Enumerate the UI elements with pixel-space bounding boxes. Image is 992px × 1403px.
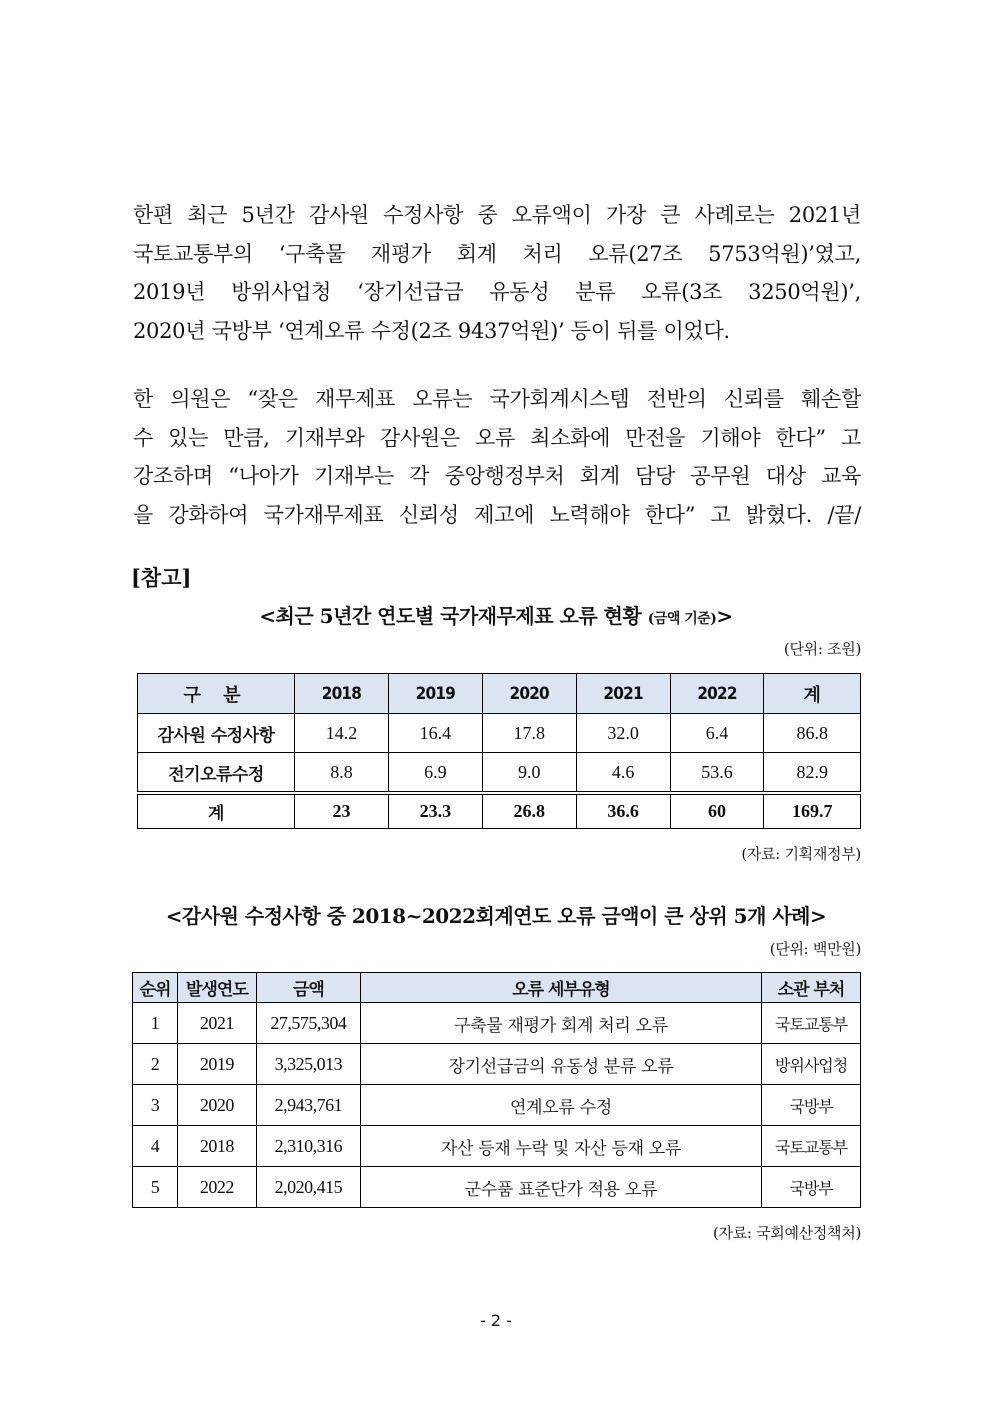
table-cell: 82.9 bbox=[764, 753, 861, 794]
table-cell: 14.2 bbox=[295, 714, 389, 753]
column-header: 2022 bbox=[670, 674, 764, 714]
column-header: 2021 bbox=[576, 674, 670, 714]
paragraph-lawmaker-quote bbox=[133, 380, 861, 534]
text-line: 강조하며 “나아가 기재부는 각 중앙행정부처 회계 담당 공무원 대상 교육 bbox=[133, 464, 861, 488]
row-label: 감사원 수정사항 bbox=[138, 714, 295, 753]
table-cell: 9.0 bbox=[482, 753, 576, 794]
table-total-row bbox=[138, 793, 861, 829]
department-cell: 국방부 bbox=[762, 1085, 861, 1126]
year-cell: 2020 bbox=[177, 1085, 256, 1126]
text-line: 을 강화하여 국가재무제표 신뢰성 제고에 노력해야 한다” 고 밝혔다. /끝/ bbox=[133, 502, 861, 527]
amount-cell: 27,575,304 bbox=[256, 1003, 360, 1044]
table-cell: 26.8 bbox=[482, 793, 576, 829]
column-header: 계 bbox=[764, 674, 861, 714]
table-cell: 16.4 bbox=[388, 714, 482, 753]
error-status-table bbox=[137, 673, 861, 829]
year-cell: 2022 bbox=[177, 1167, 256, 1208]
table-cell: 8.8 bbox=[295, 753, 389, 794]
table1-title-close: > bbox=[716, 604, 733, 628]
rank-cell: 3 bbox=[133, 1085, 178, 1126]
table-row bbox=[138, 753, 861, 794]
year-cell: 2019 bbox=[177, 1044, 256, 1085]
column-header: 금액 bbox=[256, 973, 360, 1003]
text-line: 한 의원은 “잦은 재무제표 오류는 국가회계시스템 전반의 신뢰를 훼손할 bbox=[133, 387, 861, 411]
department-cell: 방위사업청 bbox=[762, 1044, 861, 1085]
error-type-cell: 자산 등재 누락 및 자산 등재 오류 bbox=[360, 1126, 761, 1167]
table-header-row bbox=[138, 674, 861, 714]
rank-cell: 5 bbox=[133, 1167, 178, 1208]
amount-cell: 2,020,415 bbox=[256, 1167, 360, 1208]
table-header-row bbox=[133, 973, 861, 1003]
rank-cell: 4 bbox=[133, 1126, 178, 1167]
table-cell: 60 bbox=[670, 793, 764, 829]
table-cell: 32.0 bbox=[576, 714, 670, 753]
table-cell: 169.7 bbox=[764, 793, 861, 829]
table1-title-note: (금액 기준) bbox=[647, 611, 717, 627]
amount-cell: 2,310,316 bbox=[256, 1126, 360, 1167]
rank-cell: 1 bbox=[133, 1003, 178, 1044]
table-cell: 23.3 bbox=[388, 793, 482, 829]
department-cell: 국토교통부 bbox=[762, 1003, 861, 1044]
column-header: 2019 bbox=[388, 674, 482, 714]
table2-title: <감사원 수정사항 중 2018~2022회계연도 오류 금액이 큰 상위 5개 사례> bbox=[165, 904, 827, 928]
row-label: 계 bbox=[138, 793, 295, 829]
text-line: 2020년 국방부 ‘연계오류 수정(2조 9437억원)’ 등이 뒤를 이었다. bbox=[133, 318, 730, 343]
table1-source: (자료: 기획재정부) bbox=[741, 845, 861, 863]
table-cell: 86.8 bbox=[764, 714, 861, 753]
table-cell: 53.6 bbox=[670, 753, 764, 794]
table2-source: (자료: 국회예산정책처) bbox=[712, 1224, 861, 1242]
column-header: 소관 부처 bbox=[762, 973, 861, 1003]
text-line: 2019년 방위사업청 ‘장기선급금 유동성 분류 오류(3조 3250억원)’, bbox=[133, 280, 861, 304]
text-line: 수 있는 만큼, 기재부와 감사원은 오류 최소화에 만전을 기해야 한다” 고 bbox=[133, 425, 861, 450]
table-row bbox=[133, 1126, 861, 1167]
amount-cell: 3,325,013 bbox=[256, 1044, 360, 1085]
reference-label: [참고] bbox=[131, 565, 192, 590]
department-cell: 국방부 bbox=[762, 1167, 861, 1208]
amount-cell: 2,943,761 bbox=[256, 1085, 360, 1126]
table-cell: 4.6 bbox=[576, 753, 670, 794]
rank-cell: 2 bbox=[133, 1044, 178, 1085]
error-type-cell: 연계오류 수정 bbox=[360, 1085, 761, 1126]
text-line: 국토교통부의 ‘구축물 재평가 회계 처리 오류(27조 5753억원)’였고, bbox=[133, 241, 861, 266]
table-cell: 17.8 bbox=[482, 714, 576, 753]
table-row bbox=[133, 1167, 861, 1208]
table1-title-main: <최근 5년간 연도별 국가재무제표 오류 현황 bbox=[259, 604, 642, 628]
paragraph-largest-errors bbox=[133, 196, 861, 350]
table-row bbox=[133, 1044, 861, 1085]
table-cell: 23 bbox=[295, 793, 389, 829]
column-header: 순위 bbox=[133, 973, 178, 1003]
error-type-cell: 군수품 표준단가 적용 오류 bbox=[360, 1167, 761, 1208]
error-type-cell: 장기선급금의 유동성 분류 오류 bbox=[360, 1044, 761, 1085]
row-label: 전기오류수정 bbox=[138, 753, 295, 794]
page-number: - 2 - bbox=[480, 1311, 512, 1330]
year-cell: 2021 bbox=[177, 1003, 256, 1044]
table-row bbox=[133, 1085, 861, 1126]
column-header: 2018 bbox=[295, 674, 389, 714]
text-line: 한편 최근 5년간 감사원 수정사항 중 오류액이 가장 큰 사례로는 2021년 bbox=[133, 203, 861, 227]
department-cell: 국토교통부 bbox=[762, 1126, 861, 1167]
table-cell: 6.4 bbox=[670, 714, 764, 753]
table-row bbox=[133, 1003, 861, 1044]
column-header: 2020 bbox=[482, 674, 576, 714]
table2-unit: (단위: 백만원) bbox=[769, 940, 861, 958]
table-row bbox=[138, 714, 861, 753]
table1-unit: (단위: 조원) bbox=[783, 640, 861, 658]
year-cell: 2018 bbox=[177, 1126, 256, 1167]
error-type-cell: 구축물 재평가 회계 처리 오류 bbox=[360, 1003, 761, 1044]
column-header: 오류 세부유형 bbox=[360, 973, 761, 1003]
table-cell: 6.9 bbox=[388, 753, 482, 794]
top5-cases-table bbox=[132, 972, 861, 1208]
table1-title bbox=[0, 600, 992, 629]
column-header: 구 분 bbox=[138, 674, 295, 714]
table-cell: 36.6 bbox=[576, 793, 670, 829]
column-header: 발생연도 bbox=[177, 973, 256, 1003]
